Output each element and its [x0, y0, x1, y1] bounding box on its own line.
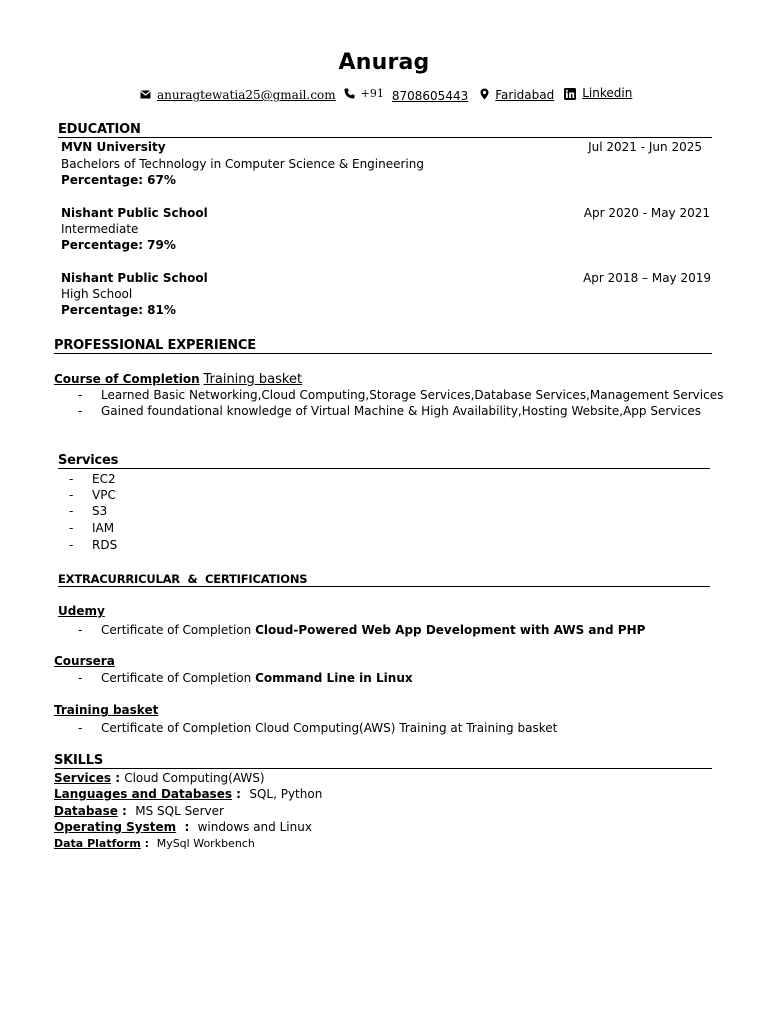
education-heading: EDUCATION — [58, 122, 712, 138]
skill-row: Data Platform : MySql Workbench — [54, 837, 255, 850]
linkedin-icon — [564, 88, 576, 103]
experience-label: Course of Completion — [54, 372, 200, 386]
contact-line — [140, 86, 632, 104]
edu-1-school: MVN University — [61, 140, 166, 154]
edu-2-dates: Apr 2020 - May 2021 — [583, 206, 710, 220]
cert-issuer-udemy: Udemy — [58, 604, 105, 618]
skill-row: Database : MS SQL Server — [54, 804, 224, 818]
skill-row: Operating System : windows and Linux — [54, 820, 312, 834]
skills-heading: SKILLS — [54, 753, 712, 769]
edu-2-percentage: Percentage: 79% — [61, 238, 176, 252]
email-link[interactable]: anuragtewatia25@gmail.com — [157, 88, 336, 102]
experience-course-line — [54, 371, 302, 388]
edu-1-percentage: Percentage: 67% — [61, 173, 176, 187]
candidate-name: Anurag — [338, 50, 430, 75]
certifications-heading: EXTRACURRICULAR & CERTIFICATIONS — [58, 572, 710, 587]
edu-3-dates: Apr 2018 – May 2019 — [583, 271, 711, 285]
phone-icon — [344, 88, 355, 102]
skill-row: Languages and Databases : SQL, Python — [54, 787, 323, 801]
envelope-icon — [140, 88, 151, 102]
phone-number[interactable]: 8708605443 — [391, 89, 469, 103]
edu-3-percentage: Percentage: 81% — [61, 303, 176, 317]
services-heading: Services — [58, 453, 710, 469]
phone-prefix: +91 — [360, 86, 384, 100]
skill-row: Services : Cloud Computing(AWS) — [54, 771, 265, 785]
edu-1-dates: Jul 2021 - Jun 2025 — [588, 140, 702, 154]
location-link[interactable]: Faridabad — [495, 88, 555, 102]
experience-heading: PROFESSIONAL EXPERIENCE — [54, 338, 712, 354]
cert-issuer-training-basket: Training basket — [54, 703, 159, 717]
edu-3-degree: High School — [61, 287, 133, 301]
edu-3-school: Nishant Public School — [61, 271, 208, 285]
cert-issuer-coursera: Coursera — [54, 654, 115, 668]
edu-1-degree: Bachelors of Technology in Computer Science & Engineering — [61, 157, 424, 171]
edu-2-degree: Intermediate — [61, 222, 139, 236]
map-pin-icon — [480, 88, 489, 103]
experience-org: Training basket — [203, 372, 303, 387]
resume-page: Anurag anuragtewatia25@gmail.com +91 8708605443 Faridabad Linkedin EDUCATION MVN University Jul 2021 - Jun 2025 Bachelors of Technology in Computer Science & Engineering Percentage: 67% Nishant Public School Apr 2020 - May 2021 Intermediate Percentage: 79% Nishant Public School Apr 2018 – May 2019 High School Percentage: 81% PROFESSIONAL EXPERIENCE Course of Completion Training basket - Learned Basic Networking,Cloud Computing,Storage Services,Database Services,Management Services - Gained foundational knowledge of Virtual Machine & High Availability,Hosting Website,App Services Services - EC2 - VPC - S3 - IAM - RDS EXTRACURRICULAR & CERTIFICATIONS Udemy - Certificate of Completion Cloud-Powered Web App Development with AWS and PHP Coursera - Certificate of Completion Command Line in Linux Training basket - Certificate of Completion Cloud Computing(AWS) Training at Training basket SKILLS Services : Cloud Computing(AWS) Languages and Databases : SQL, Python Database : MS SQL Server Operating System : windows and Linux Data Platform : MySql Workbench — [0, 0, 768, 1024]
linkedin-link[interactable]: Linkedin — [582, 86, 633, 100]
edu-2-school: Nishant Public School — [61, 206, 208, 220]
